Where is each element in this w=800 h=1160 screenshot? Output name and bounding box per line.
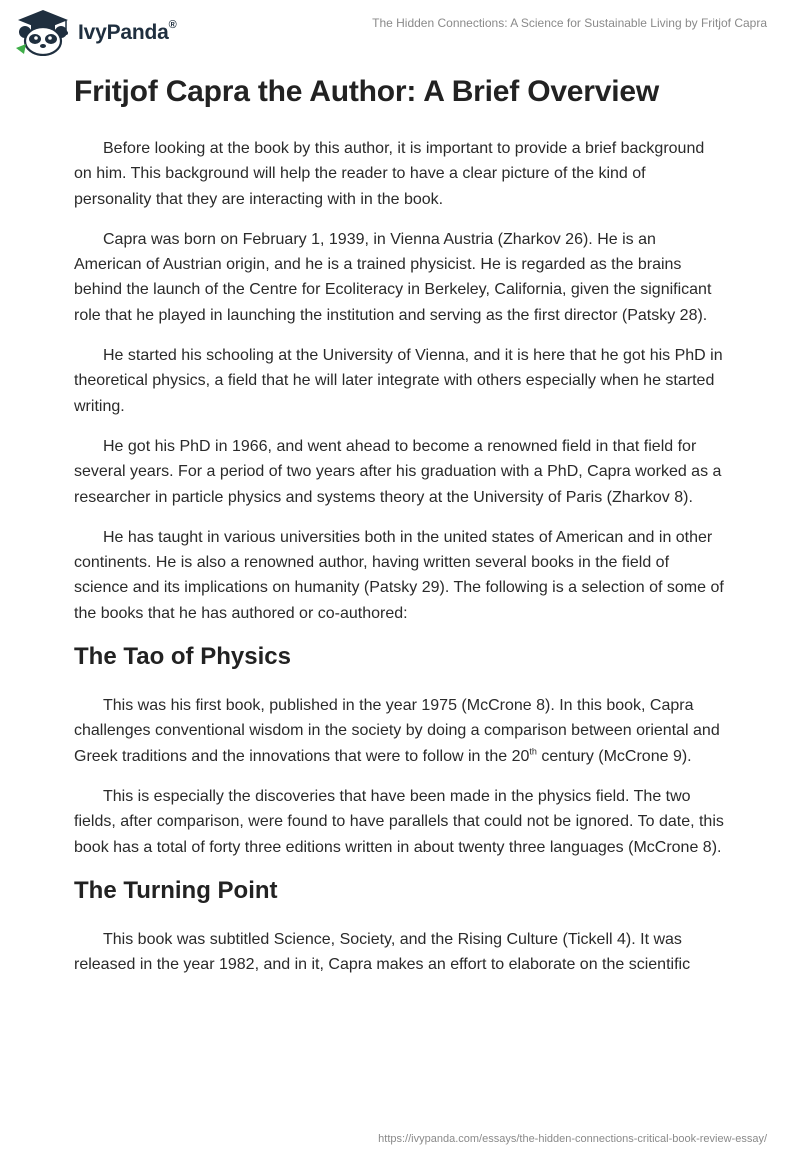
paragraph: He got his PhD in 1966, and went ahead to become a renowned field in that field for several years. For a period of two years after his graduation with a PhD, Capra worked as a researcher in particle physics and systems theory at the University of Paris (Zharkov 8). xyxy=(74,437,722,506)
paragraph: This was his first book, published in the year 1975 (McCrone 8). In this book, Capra challenges conventional wisdom in the society by doing a comparison between oriental and Greek traditions and the innovations that were to follow in the 20th century (McCrone 9). xyxy=(74,697,720,765)
panda-logo-icon xyxy=(14,8,72,56)
paragraph: He started his schooling at the University of Vienna, and it is here that he got his PhD in theoretical physics, a field that he will later integrate with others especially when he started writing. xyxy=(74,347,723,415)
paragraph: Capra was born on February 1, 1939, in Vienna Austria (Zharkov 26). He is an American of Austrian origin, and he is a trained physicist. He is regarded as the brains behind the launch of the Centre for Ecoliteracy in Berkeley, California, given the significant role that he played in launching the institution and serving as the first director (Patsky 28). xyxy=(74,230,712,324)
page-header xyxy=(0,0,800,64)
brand-name: IvyPanda® xyxy=(78,19,177,44)
section-heading-turning-point: The Turning Point xyxy=(74,876,278,904)
page-title: Fritjof Capra the Author: A Brief Overview xyxy=(74,75,660,108)
brand-logo[interactable] xyxy=(14,8,177,56)
paragraph: This book was subtitled Science, Society, and the Rising Culture (Tickell 4). It was released in the year 1982, and in it, Capra makes an effort to elaborate on the scientific xyxy=(74,930,691,974)
paragraph: He has taught in various universities both in the united states of American and in other continents. He is also a renowned author, having written several books in the field of science and its implications on humanity (Patsky 29). The following is a selection of some of the books that he has authored or co-authored: xyxy=(74,528,724,622)
section-heading-tao-of-physics: The Tao of Physics xyxy=(74,643,291,671)
document-title: The Hidden Connections: A Science for Sustainable Living by Fritjof Capra xyxy=(372,16,767,30)
paragraph: Before looking at the book by this author, it is important to provide a brief background on him. This background will help the reader to have a clear picture of the kind of personality that they are interacting with in the book. xyxy=(74,140,705,208)
essay-body xyxy=(74,72,726,992)
source-url[interactable]: https://ivypanda.com/essays/the-hidden-connections-critical-book-review-essay/ xyxy=(378,1133,767,1145)
paragraph: This is especially the discoveries that have been made in the physics field. The two fields, after comparison, were found to have parallels that could not be ignored. To date, this book has a total of forty three editions written in about twenty three languages (McCrone 8). xyxy=(74,787,724,856)
